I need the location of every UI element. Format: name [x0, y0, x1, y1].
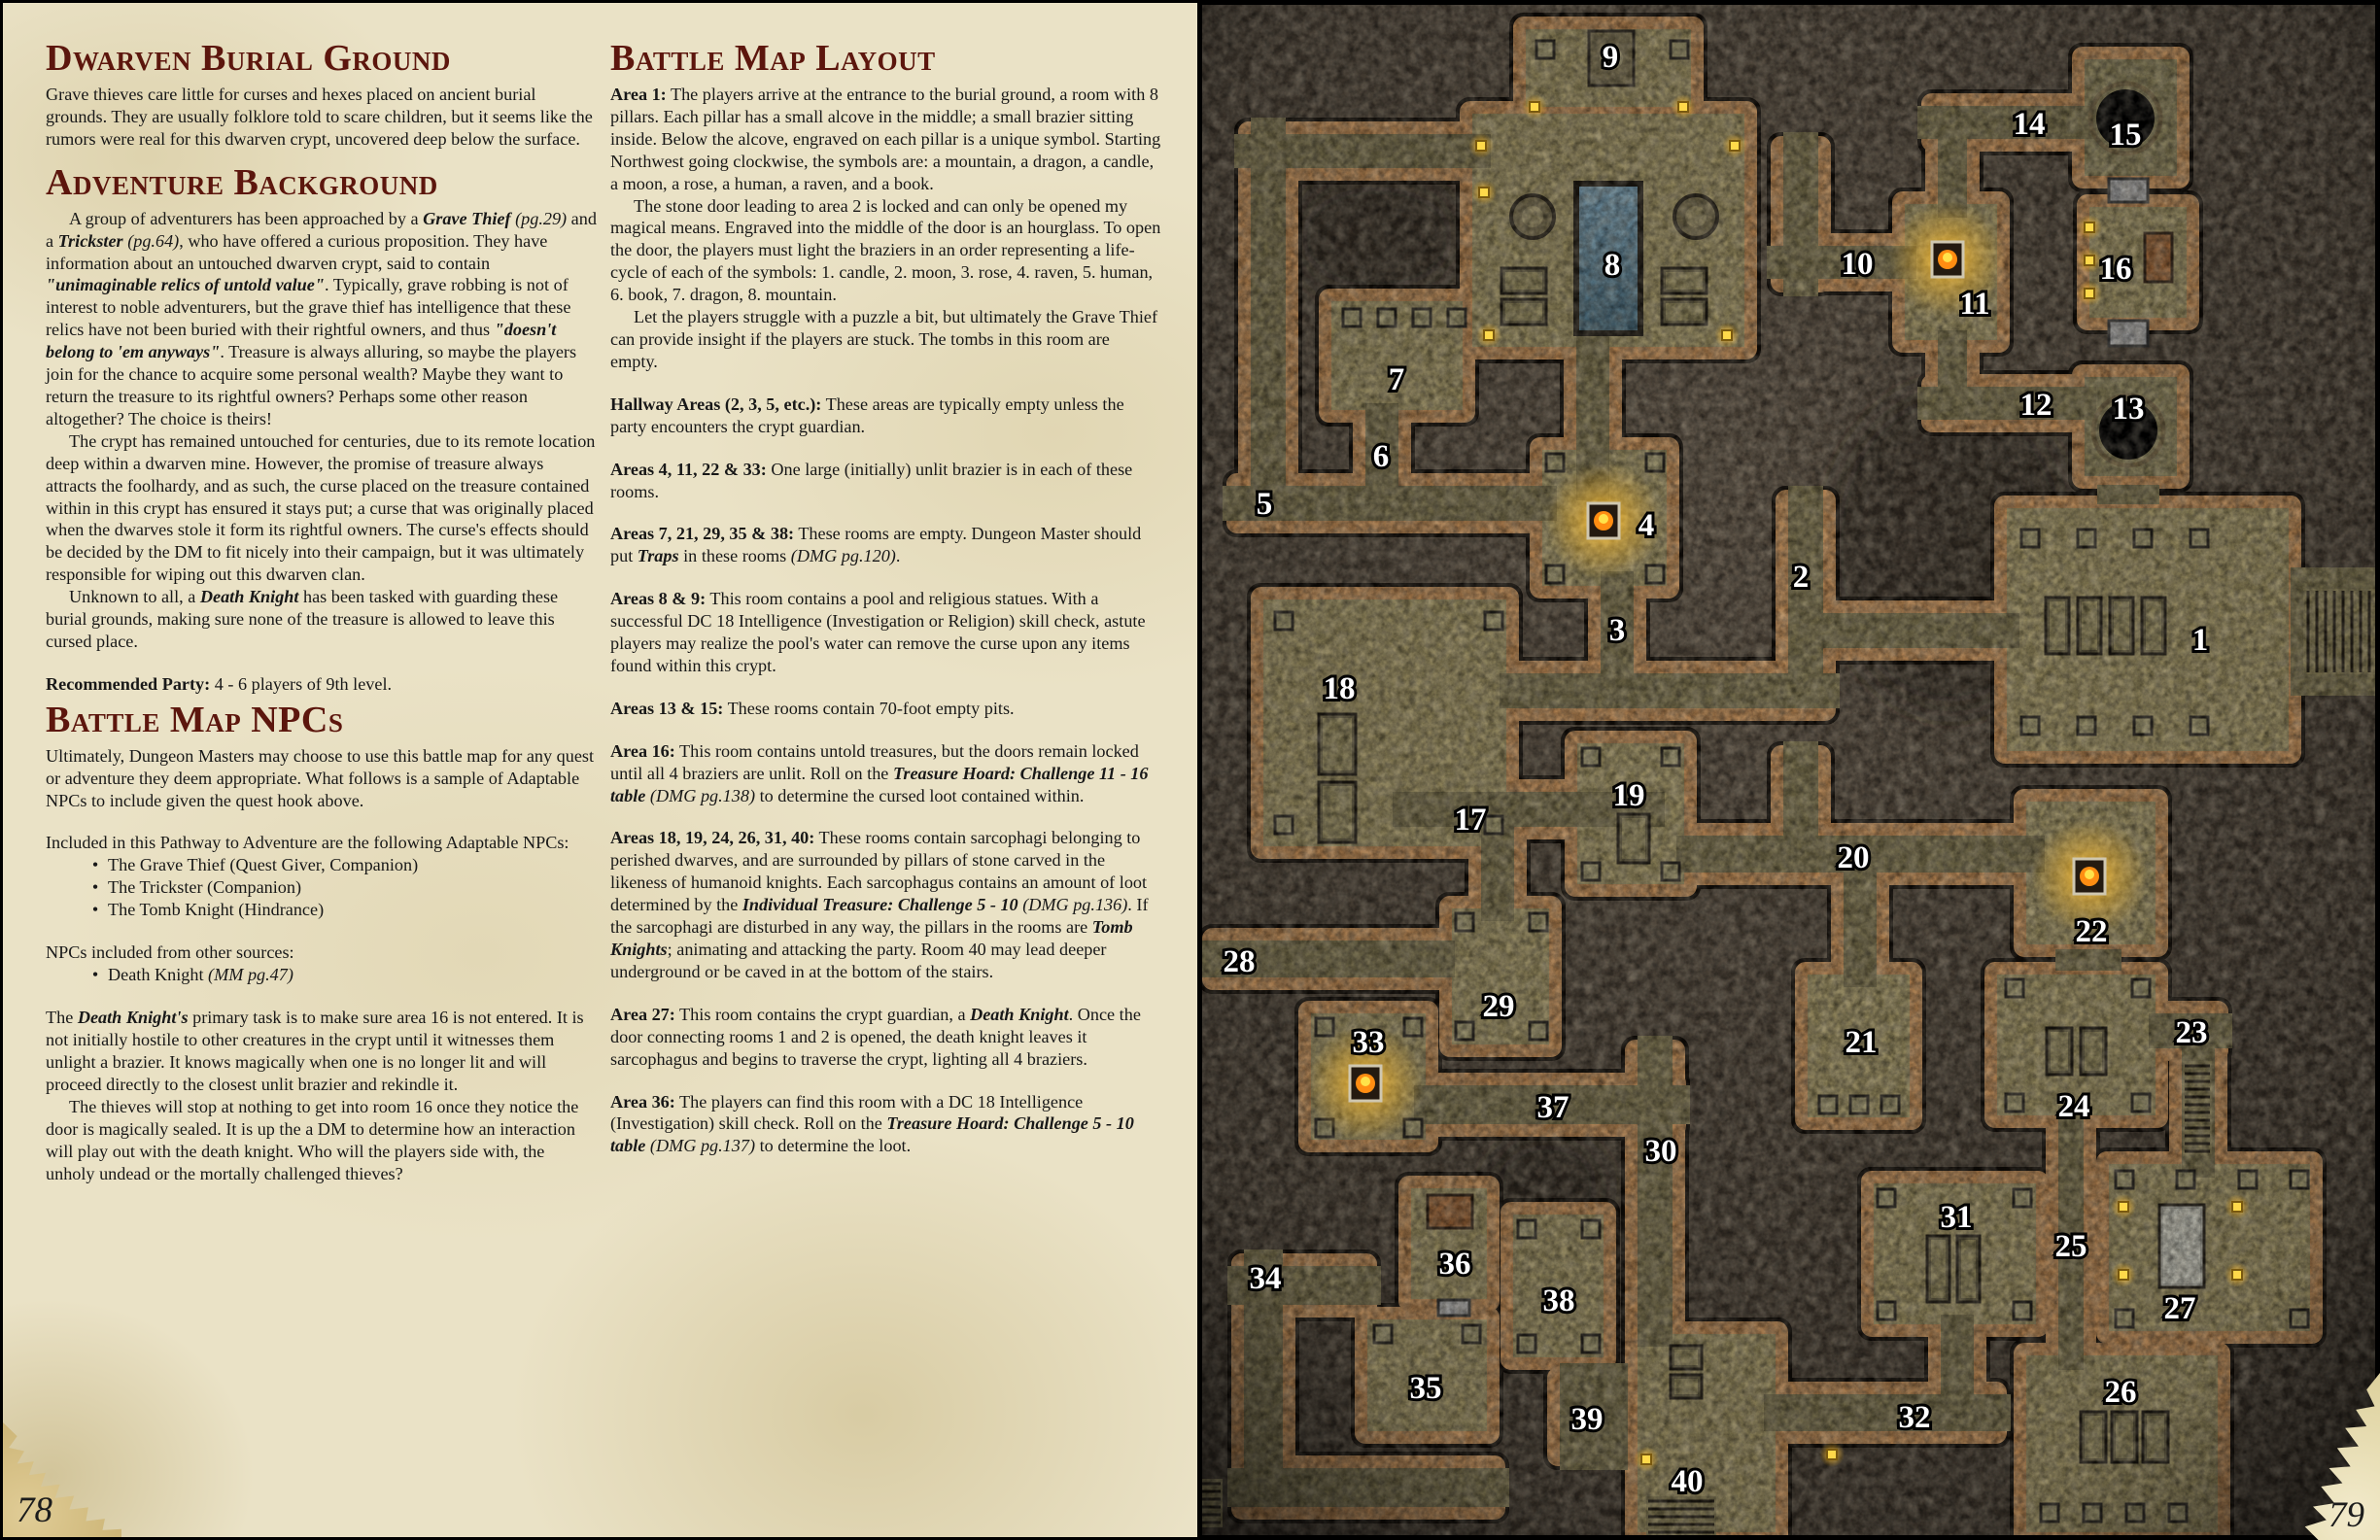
room-label-38: 38: [1542, 1283, 1575, 1318]
paragraph: Area 36: The players can find this room with a DC 18 Intelligence (Investigation) skill check. Roll on the Treasure Hoard: Challenge 5 - 10 table (DMG pg.137) to determine the loot.: [610, 1091, 1134, 1156]
room-label-24: 24: [2057, 1089, 2090, 1124]
room-label-19: 19: [1612, 778, 1645, 813]
room-label-13: 13: [2112, 392, 2145, 427]
room-label-28: 28: [1223, 944, 1256, 979]
paragraph: Recommended Party: 4 - 6 players of 9th level.: [46, 673, 393, 694]
npc-paragraphs-4: [46, 1007, 598, 1184]
list-item: • The Grave Thief (Quest Giver, Companion): [46, 854, 598, 876]
room-label-12: 12: [2019, 388, 2052, 423]
room-label-14: 14: [2013, 107, 2046, 142]
paragraph: The crypt has remained untouched for centuries, due to its remote location deep within a dwarven mine. However, the promise of treasure always attracts the foolhardy, and as such, the curse placed on the treasure contained within in this crypt has ensured it stays put; a curse that was originally placed when the dwarves stole it form its rightful owners. The curse's effects should be decided by the DM to fit nicely into their campaign, but it was ultimately responsible for wiping out this dwarven clan.: [46, 430, 596, 585]
paragraph: Let the players struggle with a puzzle a bit, but ultimately the Grave Thief can provide insight if the players are stuck. The tombs in this room are empty.: [610, 307, 1158, 371]
npc-paragraphs-2: [46, 832, 598, 854]
heading-adventure-background: Adventure Background: [46, 161, 438, 203]
paragraph: Area 16: This room contains untold treasures, but the doors remain locked until all 4 braziers are unlit. Roll on the Treasure Hoard: Challenge 11 - 16 table (DMG pg.138) to determine the cursed loot contained within.: [610, 740, 1149, 805]
list-item: • The Tomb Knight (Hindrance): [46, 899, 598, 921]
room-label-17: 17: [1454, 803, 1487, 838]
recommended-party: [46, 673, 598, 696]
room-label-25: 25: [2054, 1229, 2087, 1264]
background-paragraphs: [46, 208, 598, 653]
room-label-26: 26: [2104, 1375, 2137, 1410]
heading-dwarven-burial-ground: Dwarven Burial Ground: [46, 38, 451, 79]
paragraph: NPCs included from other sources:: [46, 942, 294, 963]
heading-battle-map-layout: Battle Map Layout: [610, 38, 936, 79]
room-label-39: 39: [1570, 1402, 1604, 1437]
room-label-35: 35: [1409, 1371, 1442, 1406]
room-label-34: 34: [1249, 1261, 1282, 1296]
paragraph: Included in this Pathway to Adventure are the following Adaptable NPCs:: [46, 833, 569, 853]
room-label-2: 2: [1792, 560, 1810, 595]
paragraph: Areas 8 & 9: This room contains a pool and religious statues. With a successful DC 18 Intelligence (Investigation or Religion) skill check, astute players may realize the pool's water can remove the curse upon any items found within this crypt.: [610, 589, 1146, 675]
room-label-37: 37: [1536, 1090, 1569, 1125]
room-label-6: 6: [1372, 439, 1390, 474]
room-label-33: 33: [1352, 1025, 1385, 1060]
paragraph: Areas 18, 19, 24, 26, 31, 40: These rooms contain sarcophagi belonging to perished dwarves, and are surrounded by pillars of stone carved in the likeness of humanoid knights. Each sarcophagus contains an amount of loot determined by the Individual Treasure: Challenge 5 - 10 (DMG pg.136). If the sarcophagi are disturbed in any way, the pillars in the rooms are Tomb Knights; animating and attacking the party. Room 40 may lead deeper underground or be caved in at the bottom of the stairs.: [610, 828, 1149, 981]
room-label-11: 11: [1959, 287, 1990, 322]
paragraph: Ultimately, Dungeon Masters may choose to use this battle map for any quest or adventure they deem appropriate. What follows is a sample of Adaptable NPCs to include given the quest hook above.: [46, 745, 595, 810]
bullet-icon: •: [91, 900, 99, 920]
room-label-18: 18: [1323, 671, 1356, 706]
page-79-battle-map: [1197, 0, 2380, 1540]
bullet-icon: •: [91, 855, 99, 875]
paragraph: Area 27: This room contains the crypt guardian, a Death Knight. Once the door connecting rooms 1 and 2 is opened, the death knight leaves it sarcophagus and begins to traverse the crypt, lighting all 4 braziers.: [610, 1004, 1141, 1069]
paragraph: The Death Knight's primary task is to make sure area 16 is not entered. It is not initially hostile to other creatures in the crypt until it witnesses them unlight a brazier. It knows magically when one is no longer lit and will proceed directly to the closest unlit brazier and rekindle it.: [46, 1008, 584, 1094]
room-label-4: 4: [1638, 508, 1655, 543]
room-label-30: 30: [1644, 1134, 1677, 1169]
battle-map: [1197, 0, 2380, 1540]
page-number-78: 78: [17, 1490, 52, 1530]
npc-paragraphs-3: [46, 941, 598, 964]
room-label-21: 21: [1845, 1025, 1878, 1060]
bullet-icon: •: [91, 877, 99, 898]
room-label-5: 5: [1256, 487, 1273, 522]
paragraph: A group of adventurers has been approached by a Grave Thief (pg.29) and a Trickster (pg.64), who have offered a curious proposition. They have information about an untouched dwarven crypt, said to contain "unimaginable relics of untold value". Typically, grave robbing is not of interest to noble adventurers, but the grave thief has intelligence that these relics have not been buried with their rightful owners, and thus "doesn't belong to 'em anyways". Treasure is always alluring, so maybe the players join for the chance to acquire some personal wealth? Maybe they want to return the treasure to its rightful owners? Perhaps some other reason altogether? The choice is theirs!: [46, 208, 597, 428]
npc-paragraphs-1: [46, 745, 598, 812]
paragraph: Areas 4, 11, 22 & 33: One large (initially) unlit brazier is in each of these rooms.: [610, 459, 1133, 501]
room-label-9: 9: [1602, 40, 1619, 75]
room-label-36: 36: [1438, 1247, 1471, 1282]
room-label-1: 1: [2191, 623, 2209, 658]
room-label-32: 32: [1898, 1400, 1931, 1435]
other-sources-list: [46, 964, 598, 986]
middle-column: [610, 38, 1161, 1157]
paragraph: Area 1: The players arrive at the entrance to the burial ground, a room with 8 pillars. Each pillar has a small alcove in the middle; a small brazier sitting inside. Below the alcove, engraved on each pillar is a unique symbol. Starting Northwest going clockwise, the symbols are: a mountain, a dragon, a candle, a moon, a rose, a human, a raven, and a book.: [610, 85, 1161, 193]
room-label-16: 16: [2099, 252, 2132, 287]
intro-paragraphs: [46, 84, 598, 151]
room-label-7: 7: [1388, 362, 1405, 397]
adaptable-npc-list: [46, 854, 598, 921]
room-label-23: 23: [2175, 1015, 2208, 1050]
paragraph: Areas 13 & 15: These rooms contain 70-foot empty pits.: [610, 698, 1015, 718]
layout-sections: [610, 84, 1161, 1157]
left-column: [46, 38, 598, 1185]
heading-battle-map-npcs: Battle Map NPCs: [46, 699, 344, 740]
paragraph: The thieves will stop at nothing to get into room 16 once they notice the door is magically sealed. It is up the a DM to determine how an interaction will play out with the death knight. Who will the players side with, the unholy undead or the mortally challenged thieves?: [46, 1096, 579, 1183]
room-label-3: 3: [1608, 613, 1626, 648]
list-item: • Death Knight (MM pg.47): [46, 964, 598, 986]
room-label-22: 22: [2075, 914, 2108, 949]
bullet-icon: •: [91, 965, 99, 985]
paragraph: Hallway Areas (2, 3, 5, etc.): These areas are typically empty unless the party encounters the crypt guardian.: [610, 394, 1124, 436]
room-label-15: 15: [2109, 118, 2142, 153]
paragraph: Areas 7, 21, 29, 35 & 38: These rooms are empty. Dungeon Master should put Traps in these rooms (DMG pg.120).: [610, 524, 1142, 566]
paragraph: Grave thieves care little for curses and hexes placed on ancient burial grounds. They are usually folklore told to scare children, but it seems like the rumors were real for this dwarven crypt, uncovered deep below the surface.: [46, 85, 593, 149]
page-number-79: 79: [2328, 1495, 2364, 1535]
paragraph: The stone door leading to area 2 is locked and can only be opened my magical means. Engraved into the middle of the door is an hourglass. To open the door, the players must light the braziers in an order representing a life-cycle of each of the symbols: 1. candle, 2. moon, 3. rose, 4. raven, 5. human, 6. book, 7. dragon, 8. mountain.: [610, 195, 1161, 305]
list-item: • The Trickster (Companion): [46, 876, 598, 899]
room-label-31: 31: [1940, 1200, 1973, 1235]
room-label-20: 20: [1837, 840, 1870, 875]
room-label-29: 29: [1482, 989, 1515, 1024]
room-label-8: 8: [1604, 248, 1621, 283]
paragraph: Unknown to all, a Death Knight has been tasked with guarding these burial grounds, making sure none of the treasure is allowed to leave this cursed place.: [46, 587, 559, 651]
vignette: [1197, 0, 2380, 1540]
room-label-40: 40: [1671, 1464, 1704, 1499]
room-label-27: 27: [2163, 1291, 2196, 1326]
room-label-10: 10: [1841, 247, 1874, 282]
